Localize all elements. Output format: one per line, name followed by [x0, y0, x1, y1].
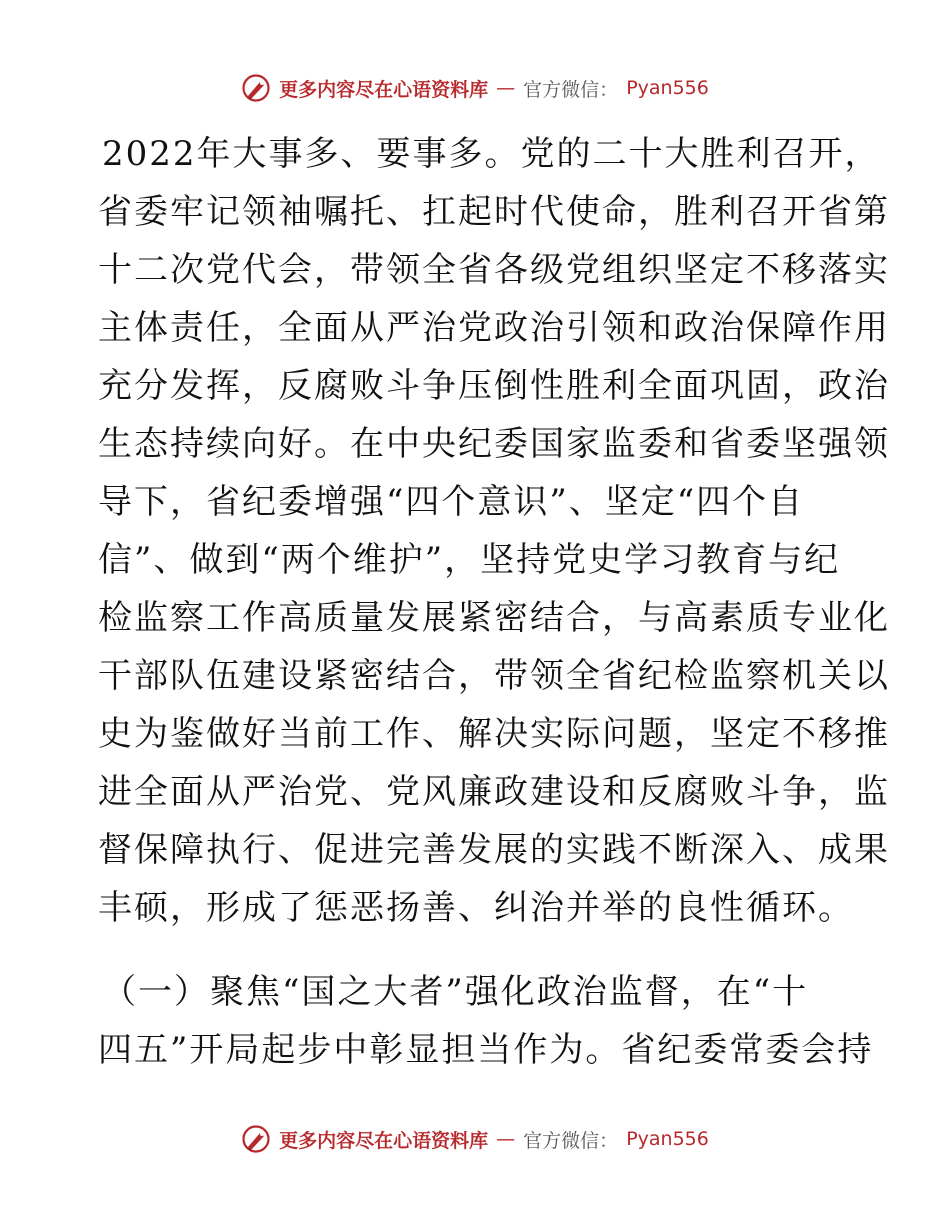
text-line: 信”、做到“两个维护”，坚持党史学习教育与纪	[98, 540, 841, 580]
text-line: 主体责任，全面从严治党政治引领和政治保障作用	[98, 308, 890, 348]
text-line: 史为鉴做好当前工作、解决实际问题，坚定不移推	[98, 714, 890, 754]
text-line: 督保障执行、促进完善发展的实践不断深入、成果	[98, 830, 890, 870]
text-line: 四五”开局起步中彰显担当作为。省纪委常委会持	[98, 1030, 874, 1070]
header-watermark	[0, 73, 950, 103]
watermark-separator: —	[496, 77, 516, 99]
pen-logo-icon	[241, 1124, 271, 1154]
watermark-account-label: 官方微信：	[523, 78, 619, 101]
watermark-brand: 更多内容尽在心语资料库	[279, 1129, 489, 1152]
text-line: 生态持续向好。在中央纪委国家监委和省委坚强领	[98, 424, 890, 464]
text-line: 2022年大事多、要事多。党的二十大胜利召开，	[102, 134, 881, 174]
document-body	[98, 125, 890, 1079]
text-line: 充分发挥，反腐败斗争压倒性胜利全面巩固，政治	[98, 366, 890, 406]
text-line: 导下，省纪委增强“四个意识”、坚定“四个自	[98, 482, 805, 522]
text-line: （一）聚焦“国之大者”强化政治监督，在“十	[102, 972, 809, 1012]
paragraph-gap	[98, 937, 858, 963]
watermark-brand: 更多内容尽在心语资料库	[279, 78, 489, 101]
watermark-separator: —	[496, 1128, 516, 1150]
watermark-account-id: Pyan556	[626, 1128, 709, 1150]
text-line: 十二次党代会，带领全省各级党组织坚定不移落实	[98, 250, 890, 290]
watermark-account-id: Pyan556	[626, 77, 709, 99]
text-line: 干部队伍建设紧密结合，带领全省纪检监察机关以	[98, 656, 890, 696]
footer-watermark	[0, 1124, 950, 1154]
text-line: 省委牢记领袖嘱托、扛起时代使命，胜利召开省第	[98, 192, 890, 232]
pen-logo-icon	[241, 73, 271, 103]
text-line: 进全面从严治党、党风廉政建设和反腐败斗争，监	[98, 772, 890, 812]
text-line: 丰硕，形成了惩恶扬善、纠治并举的良性循环。	[98, 888, 854, 928]
text-line: 检监察工作高质量发展紧密结合，与高素质专业化	[98, 598, 890, 638]
watermark-account-label: 官方微信：	[523, 1129, 619, 1152]
